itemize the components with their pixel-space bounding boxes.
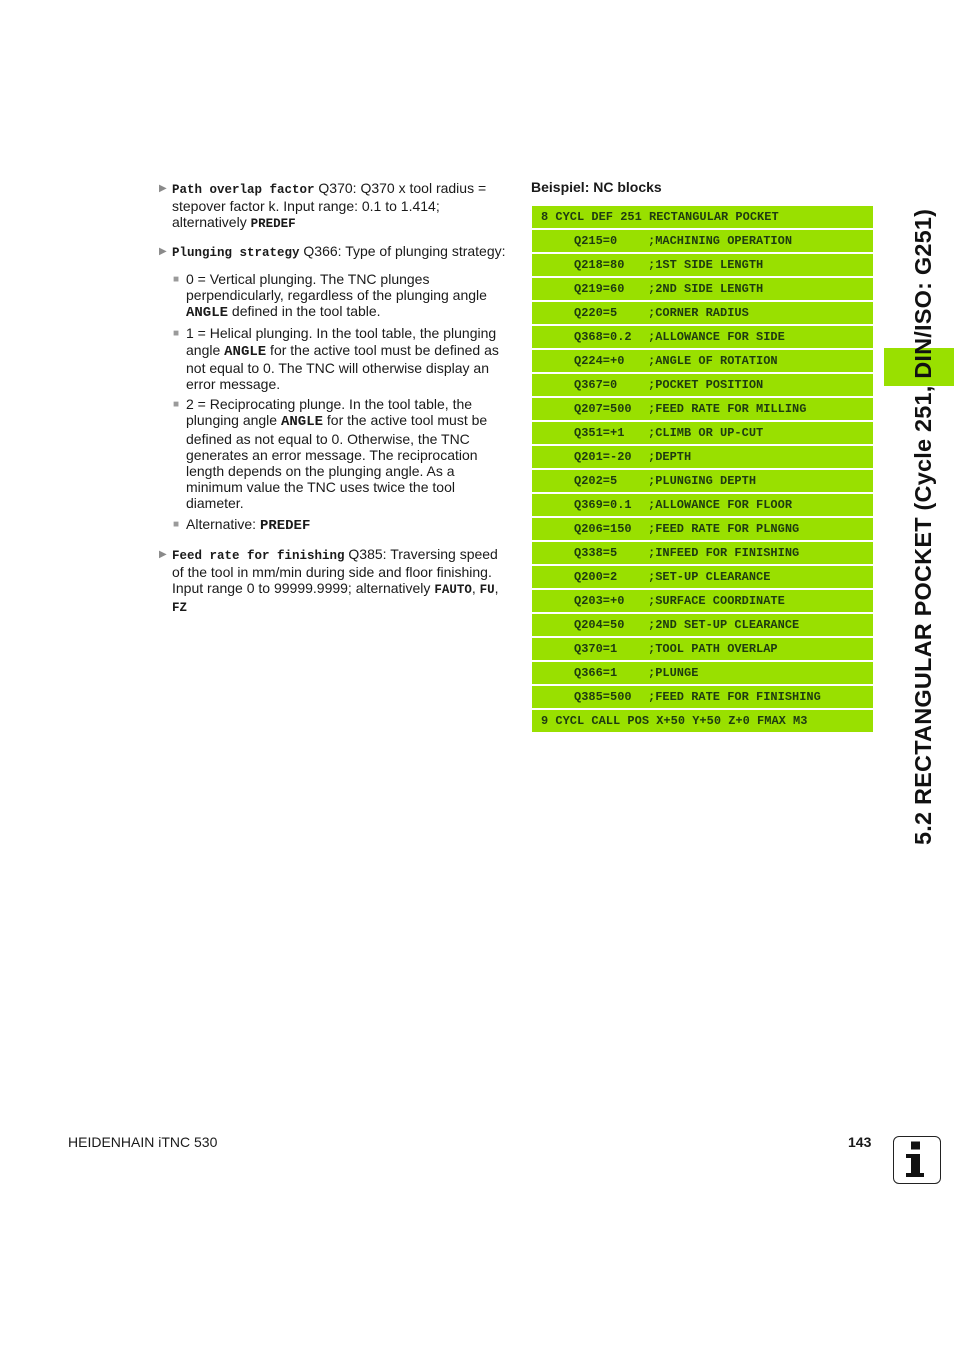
option-text: Alternative: bbox=[186, 515, 260, 532]
plunge-option bbox=[158, 325, 510, 392]
nc-param: Q207=500 bbox=[574, 402, 632, 416]
example-heading: Beispiel: NC blocks bbox=[531, 179, 662, 195]
nc-comment: ;POCKET POSITION bbox=[648, 378, 764, 392]
param-feed-rate-finishing bbox=[158, 546, 510, 617]
nc-block-first bbox=[532, 206, 873, 228]
nc-comment: ;PLUNGING DEPTH bbox=[648, 474, 757, 488]
nc-param: Q367=0 bbox=[574, 378, 618, 392]
nc-block-row bbox=[532, 686, 873, 708]
nc-param: Q224=+0 bbox=[574, 354, 625, 368]
nc-comment: ;CLIMB OR UP-CUT bbox=[648, 426, 764, 440]
param-code: FZ bbox=[172, 601, 188, 616]
nc-block-row bbox=[532, 470, 873, 492]
option-text: 1 = Helical plunging. In the tool table, the plunging angle bbox=[186, 325, 497, 358]
nc-block-row bbox=[532, 374, 873, 396]
nc-block-row bbox=[532, 326, 873, 348]
plunge-option bbox=[158, 271, 510, 322]
nc-comment: ;DEPTH bbox=[648, 450, 692, 464]
option-text: defined in the tool table. bbox=[228, 303, 381, 320]
nc-comment: ;SET-UP CLEARANCE bbox=[648, 570, 771, 584]
nc-blocks-table bbox=[532, 206, 873, 734]
nc-comment: ;ANGLE OF ROTATION bbox=[648, 354, 778, 368]
square-bullet-icon: ■ bbox=[173, 399, 180, 411]
nc-comment: ;TOOL PATH OVERLAP bbox=[648, 642, 778, 656]
square-bullet-icon: ■ bbox=[173, 328, 180, 340]
option-text: for the active tool must be defined as not equal to 0. Otherwise, the TNC generates an error message. The reciprocation length depends on the plunging angle. As a minimum value the TNC uses twice the tool diameter. bbox=[186, 412, 488, 512]
nc-param: Q206=150 bbox=[574, 522, 632, 536]
nc-rows bbox=[532, 230, 873, 708]
nc-param: Q351=+1 bbox=[574, 426, 625, 440]
nc-block-row bbox=[532, 590, 873, 612]
nc-comment: ;CORNER RADIUS bbox=[648, 306, 749, 320]
option-text: 0 = Vertical plunging. The TNC plunges perpendicularly, regardless of the plunging angle bbox=[186, 270, 487, 304]
nc-block-row bbox=[532, 494, 873, 516]
nc-param: Q203=+0 bbox=[574, 594, 625, 608]
nc-comment: ;INFEED FOR FINISHING bbox=[648, 546, 800, 560]
param-text: Q370: Q370 x tool radius = stepover factor k. Input range: 0.1 to 1.414; alternatively bbox=[172, 180, 487, 231]
separator: , bbox=[471, 580, 480, 597]
nc-comment: ;FEED RATE FOR FINISHING bbox=[648, 690, 821, 704]
nc-comment: ;SURFACE COORDINATE bbox=[648, 594, 785, 608]
plunge-option bbox=[158, 396, 510, 511]
nc-block-row bbox=[532, 566, 873, 588]
param-code: PREDEF bbox=[250, 217, 296, 232]
footer-product: HEIDENHAIN iTNC 530 bbox=[68, 1134, 218, 1150]
nc-block-row bbox=[532, 350, 873, 372]
nc-param: Q215=0 bbox=[574, 234, 618, 248]
page-number: 143 bbox=[848, 1134, 872, 1150]
nc-comment: ;1ST SIDE LENGTH bbox=[648, 258, 764, 272]
nc-block-row bbox=[532, 542, 873, 564]
parameter-descriptions bbox=[158, 180, 510, 627]
nc-comment: ;ALLOWANCE FOR SIDE bbox=[648, 330, 785, 344]
nc-param: Q385=500 bbox=[574, 690, 632, 704]
nc-comment: ;MACHINING OPERATION bbox=[648, 234, 793, 248]
option-code: ANGLE bbox=[224, 343, 267, 360]
nc-block-text: 9 CYCL CALL POS X+50 Y+50 Z+0 FMAX M3 bbox=[541, 714, 808, 728]
nc-block-row bbox=[532, 518, 873, 540]
plunge-options bbox=[158, 271, 510, 534]
nc-block-row bbox=[532, 230, 873, 252]
plunge-option bbox=[158, 516, 510, 534]
nc-param: Q204=50 bbox=[574, 618, 625, 632]
nc-param: Q219=60 bbox=[574, 282, 625, 296]
nc-comment: ;FEED RATE FOR MILLING bbox=[648, 402, 807, 416]
nc-block-row bbox=[532, 398, 873, 420]
nc-comment: ;FEED RATE FOR PLNGNG bbox=[648, 522, 800, 536]
param-path-overlap-factor bbox=[158, 180, 510, 233]
nc-param: Q220=5 bbox=[574, 306, 618, 320]
nc-block-text: 8 CYCL DEF 251 RECTANGULAR POCKET bbox=[541, 210, 779, 224]
param-code: FAUTO bbox=[434, 583, 472, 598]
param-plunging-strategy bbox=[158, 243, 510, 261]
square-bullet-icon: ■ bbox=[173, 518, 180, 530]
nc-param: Q218=80 bbox=[574, 258, 625, 272]
nc-block-row bbox=[532, 662, 873, 684]
nc-param: Q370=1 bbox=[574, 642, 618, 656]
triangle-right-icon: ▶ bbox=[159, 183, 167, 194]
nc-block-row bbox=[532, 422, 873, 444]
param-text: Q366: Type of plunging strategy: bbox=[299, 242, 506, 259]
nc-block-row bbox=[532, 302, 873, 324]
triangle-right-icon: ▶ bbox=[159, 245, 167, 257]
nc-block-row bbox=[532, 278, 873, 300]
nc-comment: ;PLUNGE bbox=[648, 666, 699, 680]
nc-param: Q338=5 bbox=[574, 546, 618, 560]
nc-comment: ;ALLOWANCE FOR FLOOR bbox=[648, 498, 793, 512]
nc-block-row bbox=[532, 614, 873, 636]
option-code: ANGLE bbox=[186, 305, 229, 322]
triangle-right-icon: ▶ bbox=[159, 548, 167, 560]
option-text: 2 = Reciprocating plunge. In the tool table, the plunging angle bbox=[186, 396, 473, 429]
separator: , bbox=[494, 580, 499, 597]
nc-comment: ;2ND SET-UP CLEARANCE bbox=[648, 618, 800, 632]
chapter-side-title: 5.2 RECTANGULAR POCKET (Cycle 251, DIN/ISO: G251) bbox=[910, 208, 936, 845]
square-bullet-icon: ■ bbox=[173, 273, 180, 285]
param-name: Path overlap factor bbox=[172, 183, 315, 197]
nc-param: Q201=-20 bbox=[574, 450, 632, 464]
param-code: FU bbox=[479, 583, 495, 598]
nc-param: Q202=5 bbox=[574, 474, 618, 488]
nc-block-last bbox=[532, 710, 873, 732]
nc-param: Q368=0.2 bbox=[574, 330, 632, 344]
nc-param: Q200=2 bbox=[574, 570, 618, 584]
info-icon bbox=[893, 1136, 941, 1184]
param-text: Q385: Traversing speed of the tool in mm/min during side and floor finishing. Input range 0 to 99999.9999; alternatively bbox=[172, 545, 498, 597]
nc-block-row bbox=[532, 638, 873, 660]
option-text: for the active tool must be defined as not equal to 0. The TNC will otherwise display an error message. bbox=[186, 341, 499, 393]
nc-block-row bbox=[532, 446, 873, 468]
nc-param: Q369=0.1 bbox=[574, 498, 632, 512]
nc-param: Q366=1 bbox=[574, 666, 618, 680]
nc-comment: ;2ND SIDE LENGTH bbox=[648, 282, 764, 296]
nc-block-row bbox=[532, 254, 873, 276]
option-code: ANGLE bbox=[280, 414, 323, 431]
param-name: Feed rate for finishing bbox=[172, 548, 345, 563]
param-name: Plunging strategy bbox=[172, 245, 300, 260]
option-code: PREDEF bbox=[259, 517, 311, 534]
